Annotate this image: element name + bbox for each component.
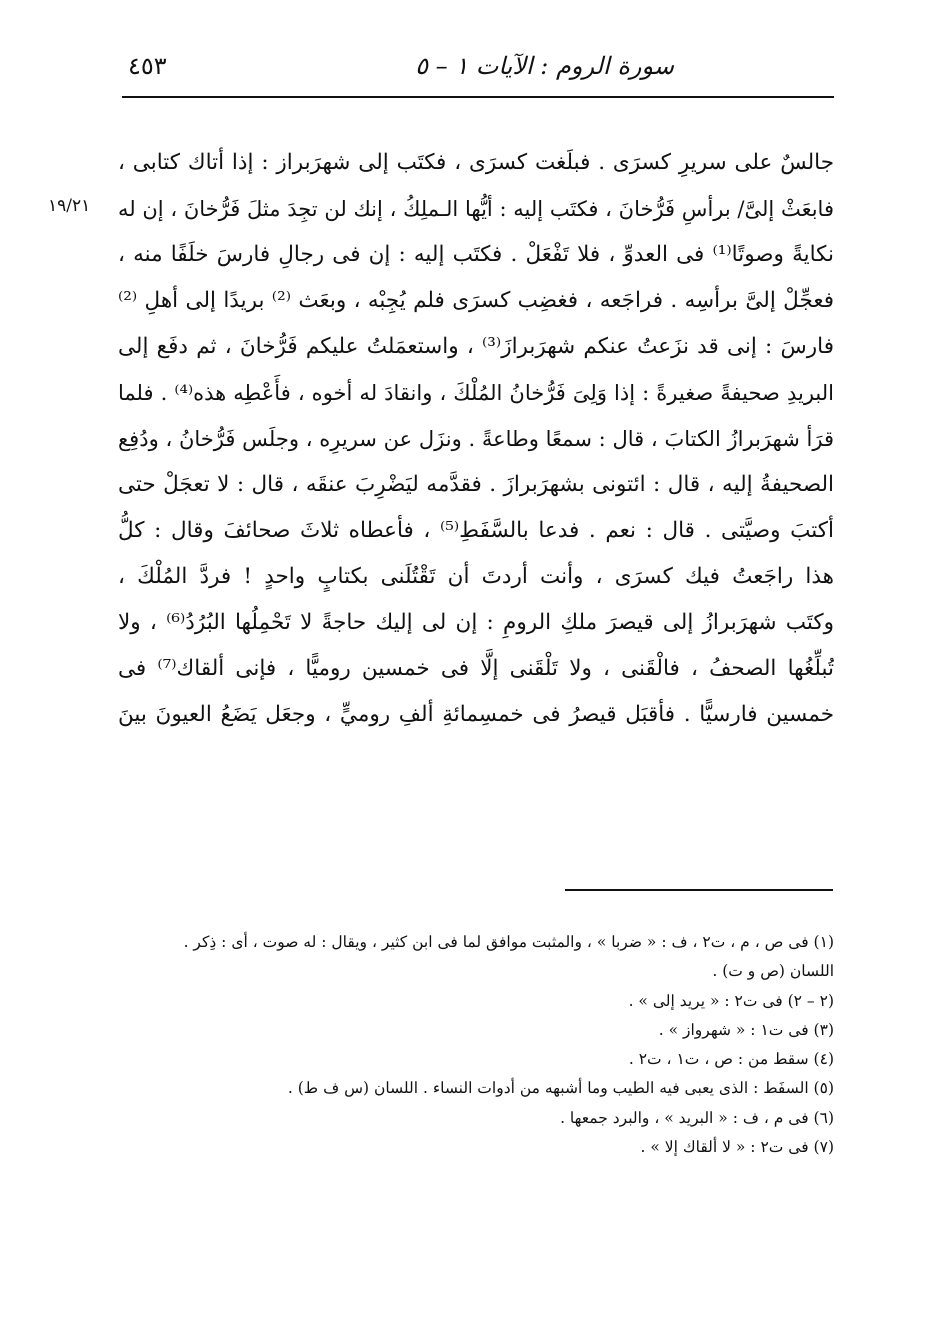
text-line: جالسٌ على سريرِ كسرَى . فبلَغت كسرَى ، فكتَب إلى شهرَبراز : إذا أتاك كتابى ، <box>118 150 834 175</box>
text-line: قرَأ شهرَبرازُ الكتابَ ، قال : سمعًا وطاعةً . ونزَل عن سريرِه ، وجلَس فَرُّخانُ ، ودُفِع <box>118 427 834 451</box>
footnote: (٦) فى م ، ف : « البريد » ، والبرد جمعها . <box>560 1108 834 1127</box>
text-line: خمسين فارسيًّا . فأقبَل قيصرُ فى خمسِمائةِ ألفِ روميٍّ ، وجعَل يَضَعُ العيونَ بينَ <box>118 702 834 727</box>
text-line: فارسَ : إنى قد نزَعتُ عنكم شهرَبرازَ⁽³⁾ ، واستعمَلتُ عليكم فَرُّخانَ ، ثم دفَع إلى <box>118 334 834 359</box>
text-line: نكايةً وصوتًا⁽¹⁾ فى العدوِّ ، فلا تَفْعَلْ . فكتَب إليه : إن فى رجالِ فارسَ خلَفًا منه ، <box>118 242 834 267</box>
text-line: الصحيفةُ إليه ، قال : ائتونى بشهرَبرازَ . فقدَّمه ليَضْرِبَ عنقَه ، قال : لا تعجَلْ حتى <box>118 472 834 497</box>
footnote-continuation: اللسان (ص و ت) . <box>712 962 834 981</box>
footnote: (٣) فى ت١ : « شهرواز » . <box>658 1020 834 1039</box>
footnote: (٤) سقط من : ص ، ت١ ، ت٢ . <box>628 1050 834 1069</box>
margin-reference: ١٩/٢١ <box>48 196 91 216</box>
main-text <box>118 140 834 738</box>
text-line: فابعَثْ إلىَّ/ برأسِ فَرُّخانَ ، فكتَب إليه : أيُّها الـملِكُ ، إنك لن تجِدَ مثلَ فَرُّخانَ ، إن له <box>118 197 834 221</box>
footnote: (٢ – ٢) فى ت٢ : « يريد إلى » . <box>628 991 834 1010</box>
text-line: البريدِ صحيفةً صغيرةً : إذا وَلِىَ فَرُّخانُ المُلْكَ ، وانقادَ له أخوه ، فأَعْطِه هذه⁽⁴⁾ . فلما <box>118 381 834 405</box>
text-line: فعجِّلْ إلىَّ برأسِه . فراجَعه ، فغضِب كسرَى فلم يُجِبْه ، وبعَث ⁽²⁾ بريدًا إلى أهلِ ⁽²⁾ <box>118 288 834 313</box>
running-title: سورة الروم : الآيات ١ – ٥ <box>415 52 674 80</box>
text-line: أكتبَ وصيَّتى . قال : نعم . فدعا بالسَّفَطِ⁽⁵⁾ ، فأعطاه ثلاثَ صحائفَ وقال : كلُّ <box>118 518 834 543</box>
text-line: تُبلِّغُها الصحفُ ، فالْقَنى ، ولا تَلْقَنى إلَّا فى خمسين روميًّا ، فإنى ألقاك⁽⁷⁾ فى <box>118 656 834 681</box>
footnotes <box>118 928 834 1162</box>
page-header <box>122 52 834 98</box>
footnote: (٧) فى ت٢ : « لا ألقاك إلا » . <box>640 1138 834 1157</box>
text-line: وكتَب شهرَبرازُ إلى قيصرَ ملكِ الرومِ : إن لى إليك حاجةً لا تَحْمِلُها البُرُدُ⁽⁶⁾ ، ولا <box>118 610 834 635</box>
footnote: (١) فى ص ، م ، ت٢ ، ف : « ضربا » ، والمثبت موافق لما فى ابن كثير ، ويقال : له صوت ، أى : ذِكر . <box>183 933 834 951</box>
text-line: هذا راجَعتُ فيك كسرَى ، وأنت أردتَ أن تَقْتُلَنى بكتابٍ واحدٍ ! فردَّ المُلْكَ ، <box>118 564 834 589</box>
footnote-rule <box>565 889 833 891</box>
page-number: ٤٥٣ <box>128 52 167 80</box>
header-rule <box>122 96 834 98</box>
footnote: (٥) السفَط : الذى يعبى فيه الطيب وما أشبهه من أدوات النساء . اللسان (س ف ط) . <box>287 1079 834 1098</box>
